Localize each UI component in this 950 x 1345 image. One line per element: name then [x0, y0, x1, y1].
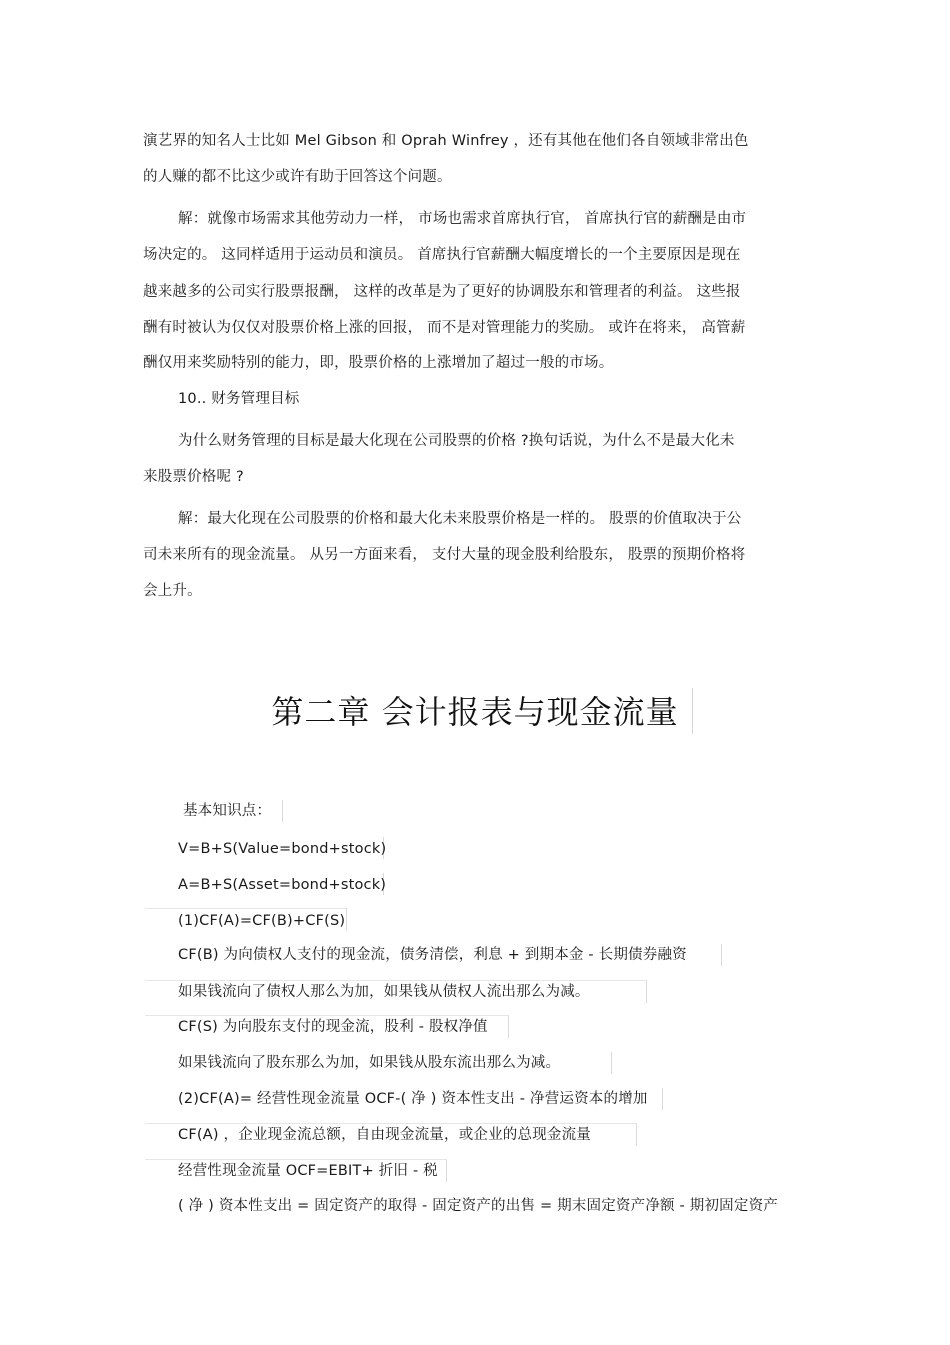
text-frame-edge	[662, 1088, 663, 1110]
formula-line: 如果钱流向了股东那么为加，如果钱从股东流出那么为减。	[178, 1055, 561, 1071]
question-line: 来股票价格呢 ?	[143, 469, 244, 485]
answer-line: 解：最大化现在公司股票的价格和最大化未来股票价格是一样的。 股票的价值取决于公	[178, 511, 742, 527]
section-heading: 10.. 财务管理目标	[178, 391, 300, 407]
formula-line: CF(S) 为向股东支付的现金流，股利 - 股权净值	[178, 1019, 488, 1035]
formula-line: (1)CF(A)=CF(B)+CF(S)	[178, 913, 346, 929]
formula-line: ( 净 ) 资本性支出 = 固定资产的取得 - 固定资产的出售 = 期末固定资产净额 - 期初固定资产	[178, 1198, 778, 1214]
formula-line: CF(A) ，企业现金流总额，自由现金流量，或企业的总现金流量	[178, 1127, 592, 1143]
paragraph-line: 的人赚的都不比这少或许有助于回答这个问题。	[143, 169, 452, 185]
notes-intro: 基本知识点：	[183, 803, 272, 819]
answer-line: 司未来所有的现金流量。 从另一方面来看， 支付大量的现金股利给股东， 股票的预期价格将	[143, 547, 746, 563]
text-frame-edge	[721, 944, 722, 966]
formula-line: V=B+S(Value=bond+stock)	[178, 841, 387, 857]
paragraph-line: 演艺界的知名人士比如 Mel Gibson 和 Oprah Winfrey ，还有其他在他们各自领域非常出色	[143, 133, 749, 149]
text-frame-edge	[611, 1052, 612, 1074]
question-line: 为什么财务管理的目标是最大化现在公司股票的价格 ?换句话说，为什么不是最大化未	[178, 433, 735, 449]
paragraph-line: 酬有时被认为仅仅对股票价格上涨的回报， 而不是对管理能力的奖励。 或许在将来， 高管薪	[143, 320, 746, 336]
text-frame-edge	[692, 688, 693, 734]
formula-line: (2)CF(A)= 经营性现金流量 OCF-( 净 ) 资本性支出 - 净营运资本的增加	[178, 1091, 648, 1107]
formula-line: 如果钱流向了债权人那么为加，如果钱从债权人流出那么为减。	[178, 984, 590, 1000]
text-frame-edge	[282, 800, 283, 822]
paragraph-line: 场决定的。 这同样适用于运动员和演员。 首席执行官薪酬大幅度增长的一个主要原因是现在	[143, 247, 741, 263]
formula-line: 经营性现金流量 OCF=EBIT+ 折旧 - 税	[178, 1163, 438, 1179]
answer-line: 会上升。	[143, 583, 202, 599]
formula-line: CF(B) 为向债权人支付的现金流，债务清偿，利息 + 到期本金 - 长期债券融资	[178, 947, 687, 963]
formula-line: A=B+S(Asset=bond+stock)	[178, 877, 387, 893]
paragraph-line: 越来越多的公司实行股票报酬， 这样的改革是为了更好的协调股东和管理者的利益。 这些报	[143, 284, 741, 300]
paragraph-line: 解：就像市场需求其他劳动力一样， 市场也需求首席执行官， 首席执行官的薪酬是由市	[178, 211, 747, 227]
chapter-title: 第二章 会计报表与现金流量	[271, 693, 679, 731]
paragraph-line: 酬仅用来奖励特别的能力，即，股票价格的上涨增加了超过一般的市场。	[143, 355, 614, 371]
